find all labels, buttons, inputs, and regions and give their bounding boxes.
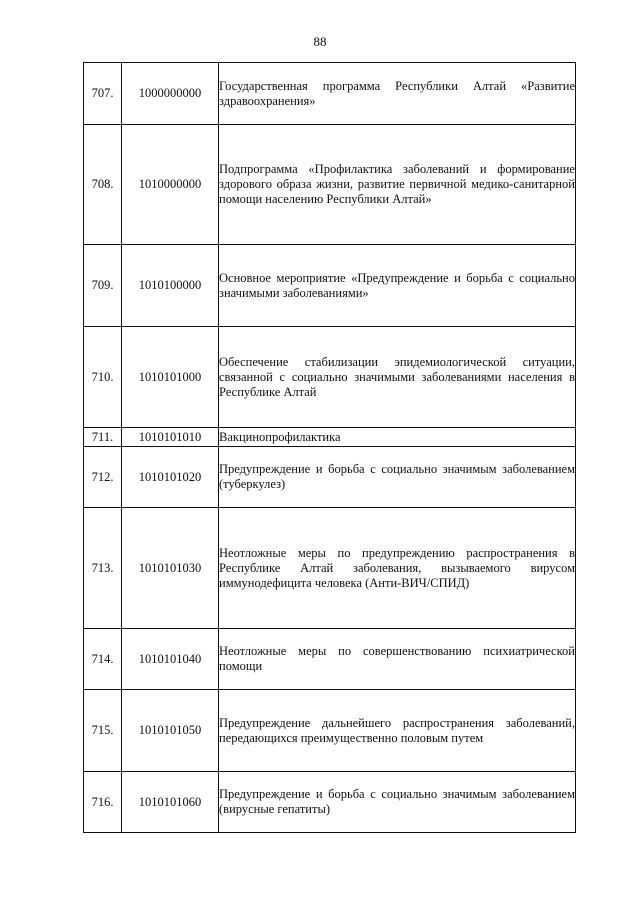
row-name: Обеспечение стабилизации эпидемиологической ситуации, связанной с социально значимыми заболеваниями населения в Республике Алтай xyxy=(219,327,576,428)
row-code: 1010101020 xyxy=(122,447,219,508)
row-code: 1010101060 xyxy=(122,772,219,833)
row-code: 1010000000 xyxy=(122,125,219,245)
page-number: 88 xyxy=(313,34,327,49)
row-name: Предупреждение и борьба с социально значимым заболеванием (туберкулез) xyxy=(219,447,576,508)
table-row xyxy=(84,245,576,327)
budget-classification-table xyxy=(83,62,576,833)
row-code: 1010100000 xyxy=(122,245,219,327)
row-name: Предупреждение и борьба с социально значимым заболеванием (вирусные гепатиты) xyxy=(219,772,576,833)
row-name: Подпрограмма «Профилактика заболеваний и формирование здорового образа жизни, развитие первичной медико-санитарной помощи населению Республики Алтай» xyxy=(219,125,576,245)
row-code: 1010101050 xyxy=(122,690,219,772)
row-name: Государственная программа Республики Алтай «Развитие здравоохранения» xyxy=(219,63,576,125)
row-number: 714. xyxy=(84,629,122,690)
row-number: 715. xyxy=(84,690,122,772)
table-row xyxy=(84,63,576,125)
row-number: 711. xyxy=(84,428,122,447)
row-code: 1010101000 xyxy=(122,327,219,428)
table-row xyxy=(84,447,576,508)
table-row xyxy=(84,690,576,772)
row-name: Предупреждение дальнейшего распространения заболеваний, передающихся преимущественно половым путем xyxy=(219,690,576,772)
row-code: 1010101010 xyxy=(122,428,219,447)
row-code: 1010101040 xyxy=(122,629,219,690)
row-number: 708. xyxy=(84,125,122,245)
row-code: 1010101030 xyxy=(122,508,219,629)
row-number: 710. xyxy=(84,327,122,428)
row-code: 1000000000 xyxy=(122,63,219,125)
table-row xyxy=(84,629,576,690)
table-row xyxy=(84,772,576,833)
row-number: 713. xyxy=(84,508,122,629)
table-row xyxy=(84,327,576,428)
row-name: Вакцинопрофилактика xyxy=(219,428,576,447)
row-number: 709. xyxy=(84,245,122,327)
row-number: 712. xyxy=(84,447,122,508)
table-row xyxy=(84,508,576,629)
row-name: Неотложные меры по предупреждению распространения в Республике Алтай заболевания, вызываемого вирусом иммунодефицита человека (Анти-ВИЧ/СПИД) xyxy=(219,508,576,629)
row-name: Основное мероприятие «Предупреждение и борьба с социально значимыми заболеваниями» xyxy=(219,245,576,327)
row-number: 716. xyxy=(84,772,122,833)
row-name: Неотложные меры по совершенствованию психиатрической помощи xyxy=(219,629,576,690)
row-number: 707. xyxy=(84,63,122,125)
table-row xyxy=(84,125,576,245)
table-row xyxy=(84,428,576,447)
